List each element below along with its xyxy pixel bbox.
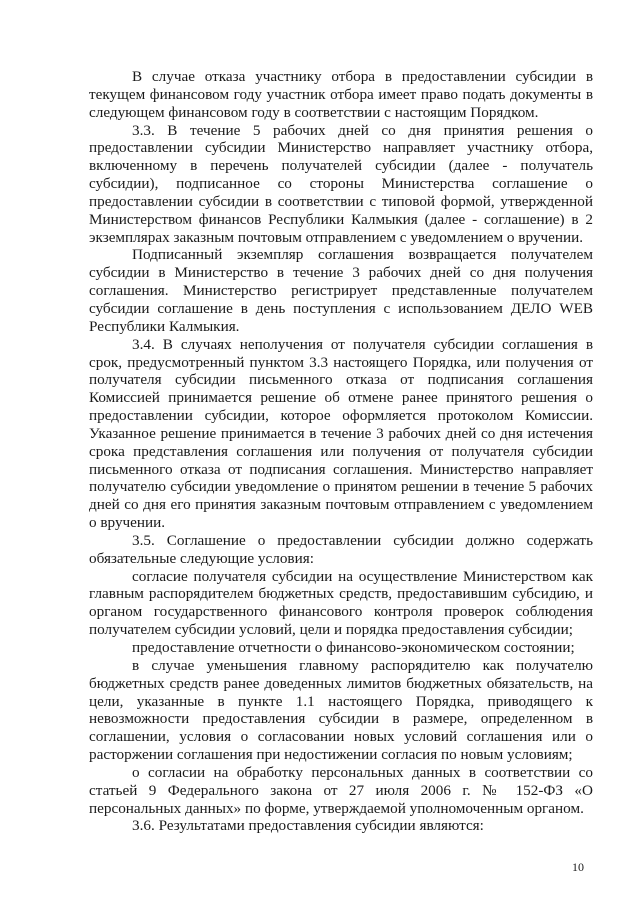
paragraph-3-3: 3.3. В течение 5 рабочих дней со дня принятия решения о предоставлении субсидии Министерство направляет участнику отбора, включенному в перечень получателей субсидии (далее - получатель субсидии), подписанное со стороны Министерства соглашение о предоставлении субсидии в соответствии с типовой формой, утвержденной Министерством финансов Республики Калмыкия (далее - соглашение) в 2 экземплярах заказным почтовым отправлением с уведомлением о вручении. (89, 121, 593, 246)
paragraph-3-5: 3.5. Соглашение о предоставлении субсидии должно содержать обязательные следующие условия: (89, 531, 593, 567)
paragraph-condition-limits-reduction: в случае уменьшения главному распорядителю как получателю бюджетных средств ранее доведенных лимитов бюджетных обязательств, на цели, указанные в пункте 1.1 настоящего Порядка, приводящего к невозможности предоставления субсидии в размере, определенном в соглашении, условия о согласовании новых условий соглашения или о расторжении соглашения при недостижении согласия по новым условиям; (89, 656, 593, 764)
paragraph-3-4: 3.4. В случаях неполучения от получателя субсидии соглашения в срок, предусмотренный пунктом 3.3 настоящего Порядка, или получения от получателя субсидии письменного отказа от подписания соглашения Комиссией принимается решение об отмене ранее принятого решения о предоставлении субсидии, которое оформляется протоколом Комиссии. Указанное решение принимается в течение 3 рабочих дней со дня истечения срока представления соглашения или получения от получателя субсидии письменного отказа от подписания соглашения. Министерство направляет получателю субсидии уведомление о принятом решении в течение 5 рабочих дней со дня его принятия заказным почтовым отправлением с уведомлением о вручении. (89, 335, 593, 532)
paragraph-signed-copy-return: Подписанный экземпляр соглашения возвращается получателем субсидии в Министерство в течение 3 рабочих дней со дня получения соглашения. Министерство регистрирует представленные получателем субсидии соглашение в день поступления с использованием ДЕЛО WEB Республики Калмыкия. (89, 246, 593, 335)
paragraph-condition-personal-data: о согласии на обработку персональных данных в соответствии со статьей 9 Федерального закона от 27 июля 2006 г. № 152-ФЗ «О персональных данных» по форме, утверждаемой уполномоченным органом. (89, 763, 593, 817)
paragraph-refusal-next-year: В случае отказа участнику отбора в предоставлении субсидии в текущем финансовом году участник отбора имеет право подать документы в следующем финансовом году в соответствии с настоящим Порядком. (89, 68, 593, 121)
page-number: 10 (572, 860, 584, 874)
document-body (89, 68, 593, 835)
paragraph-3-6: 3.6. Результатами предоставления субсидии являются: (132, 817, 484, 835)
paragraph-condition-reporting: предоставление отчетности о финансово-экономическом состоянии; (132, 639, 575, 656)
paragraph-condition-consent-audit: согласие получателя субсидии на осуществление Министерством как главным распорядителем бюджетных средств, предоставившим субсидию, и органом государственного финансового контроля проверок соблюдения получателем субсидии условий, цели и порядка предоставления субсидии; (89, 567, 593, 639)
